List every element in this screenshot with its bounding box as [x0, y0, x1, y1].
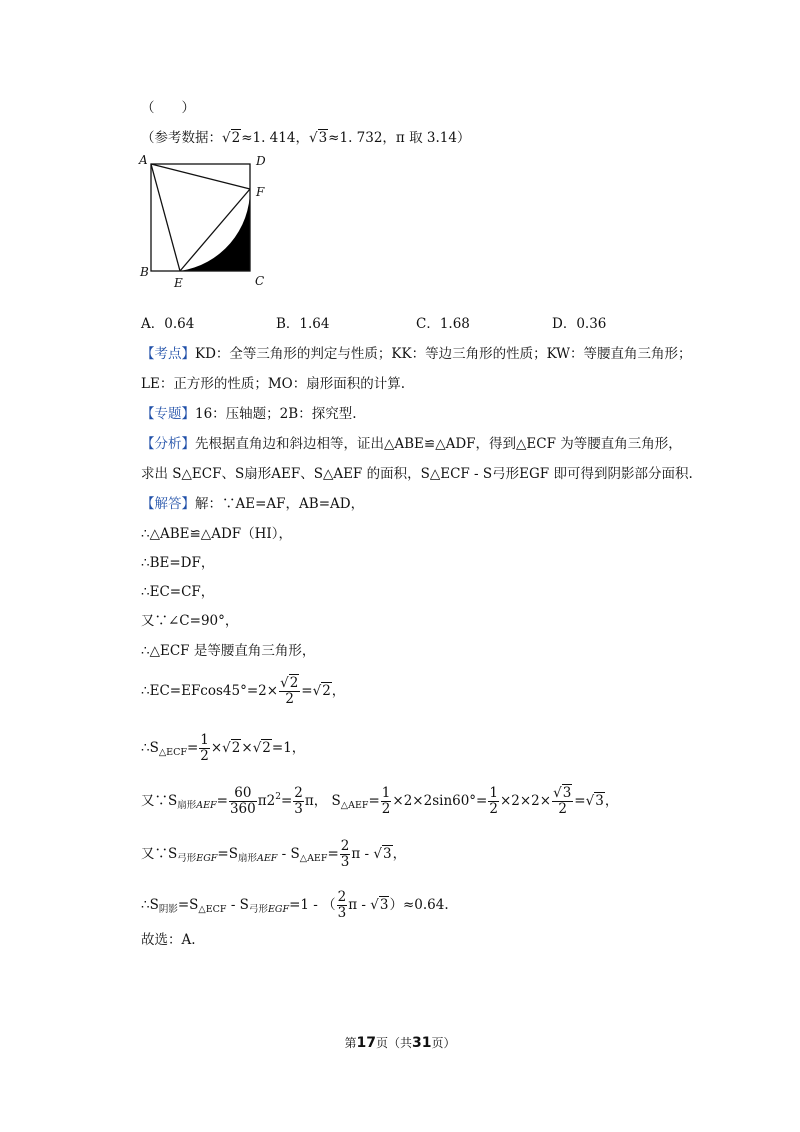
fraction-60-360: $\frac{60}{360}$ [229, 785, 256, 817]
kaodian-line2: LE：正方形的性质；MO：扇形面积的计算. [141, 376, 406, 392]
segment-ae [151, 164, 180, 271]
label-d: D [256, 154, 266, 168]
label-c: C [255, 274, 265, 288]
fraction-sqrt2-over-2: $\frac{√2}{2}$ [280, 675, 299, 707]
fenxi-line2: 求出 S△ECF、S扇形AEF、S△AEF 的面积，S△ECF - S弓形EGF 即可得到阴影部分面积. [141, 466, 693, 482]
zhuanti-tag: 【专题】 [141, 406, 195, 422]
jieda-line8: $\therefore S_{\triangle ECF}=$ $\frac{1}{2}$ ×√2×√2=1， [141, 732, 306, 764]
jieda-line4: ∴EC=CF， [141, 584, 215, 600]
jieda-line1: 【解答】解：∵AE=AF，AB=AD， [141, 496, 365, 512]
segment-af [151, 164, 250, 189]
zhuanti-line: 【专题】16：压轴题；2B：探究型. [141, 406, 357, 422]
jieda-line11: $\therefore S_{阴影}=S_{\triangle ECF} - S_{弓形EGF}=1$ - （ $\frac{2}{3}$ π - √3）≈0.64. [141, 889, 449, 921]
sqrt2-symbol: √2 [222, 130, 241, 146]
jieda-line6: ∴△ECF 是等腰直角三角形， [141, 643, 316, 659]
label-f: F [256, 185, 265, 199]
fraction-half: $\frac{1}{2}$ [200, 732, 209, 764]
reference-data: （参考数据：√2≈1. 414，√3≈1. 732，π 取 3.14） [141, 130, 471, 146]
option-b: B．1.64 [276, 316, 330, 332]
page-footer: 第17页（共31页） [344, 1035, 456, 1051]
jieda-line7: ∴EC=EFcos45°=2× $\frac{√2}{2}$ =√2， [141, 675, 346, 707]
answer-blank: （ ） [141, 100, 195, 116]
option-a: A．0.64 [141, 316, 195, 332]
label-a: A [139, 153, 148, 167]
total-pages: 31 [412, 1035, 432, 1051]
fenxi-line1: 【分析】先根据直角边和斜边相等，证出△ABE≌△ADF，得到△ECF 为等腰直角三角形， [141, 436, 682, 452]
jieda-line9: 又$\because S_{扇形AEF}=$ $\frac{60}{360}$ $\pi 2^2=$ $\frac{2}{3}$ π， $S_{\triangle AEF}=$ $\frac{1}{2}$ ×2×2sin60°= $\frac{1}{2}$ ×2×2× $\frac{√3}{2}$ =√3， [141, 785, 619, 817]
jieda-line2: ∴△ABE≌△ADF（HI）， [141, 526, 292, 542]
option-d: D．0.36 [552, 316, 607, 332]
jieda-line3: ∴BE=DF， [141, 555, 215, 571]
jieda-conclusion: 故选：A. [141, 932, 196, 948]
kaodian-line1: 【考点】KD：全等三角形的判定与性质；KK：等边三角形的性质；KW：等腰直角三角形； [141, 346, 692, 362]
option-c: C．1.68 [416, 316, 470, 332]
kaodian-tag: 【考点】 [141, 346, 195, 362]
sqrt3-symbol: √3 [308, 130, 328, 146]
fraction-2-3: $\frac{2}{3}$ [294, 785, 303, 817]
label-b: B [140, 265, 149, 279]
jieda-line5: 又∵∠C=90°， [141, 613, 239, 629]
geometry-figure [134, 150, 284, 292]
jieda-tag: 【解答】 [141, 496, 195, 512]
fenxi-tag: 【分析】 [141, 436, 195, 452]
jieda-line10: 又$\because S_{弓形EGF}=S_{扇形AEF} - S_{\triangle AEF}=$ $\frac{2}{3}$ π - √3， [141, 838, 407, 870]
current-page: 17 [356, 1035, 376, 1051]
label-e: E [174, 276, 183, 290]
